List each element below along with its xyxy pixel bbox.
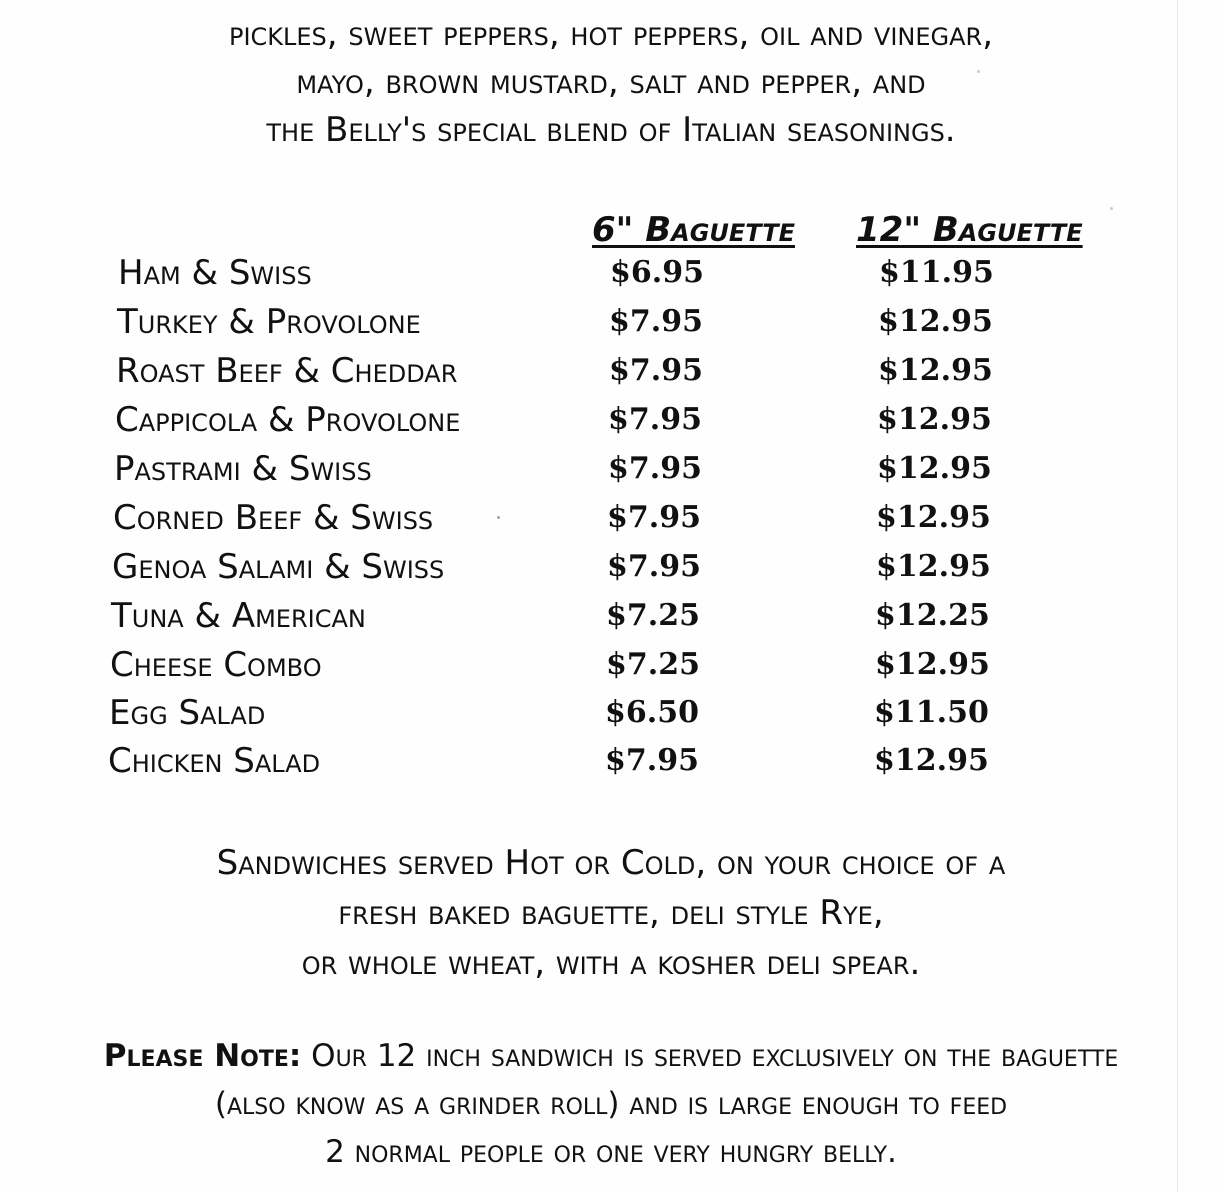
price-12: $12.95 — [876, 500, 991, 535]
item-name: Ham & Swiss — [118, 253, 312, 293]
price-12: $11.50 — [874, 695, 989, 730]
price-6: $7.95 — [609, 353, 703, 388]
menu-row — [0, 400, 1222, 448]
price-6: $6.50 — [605, 695, 699, 730]
menu-row — [0, 253, 1222, 301]
menu-row — [0, 645, 1222, 693]
price-12: $12.95 — [878, 304, 993, 339]
price-6: $7.95 — [607, 500, 701, 535]
menu-row — [0, 498, 1222, 546]
intro-line: mayo, brown mustard, salt and pepper, and — [296, 62, 926, 102]
menu-row — [0, 547, 1222, 595]
price-12: $12.95 — [877, 402, 992, 437]
item-name: Cheese Combo — [110, 645, 322, 685]
item-name: Egg Salad — [109, 693, 266, 733]
item-name: Genoa Salami & Swiss — [112, 547, 445, 587]
please-note — [0, 1032, 1222, 1176]
price-12: $12.95 — [875, 647, 990, 682]
price-12: $12.95 — [878, 353, 993, 388]
intro-line: the Belly's special blend of Italian seasonings. — [266, 110, 956, 150]
scan-edge — [1177, 0, 1178, 1192]
price-12: $12.95 — [876, 549, 991, 584]
price-6: $7.25 — [606, 647, 700, 682]
scan-speck — [497, 516, 500, 519]
price-6: $7.95 — [605, 743, 699, 778]
served-line: fresh baked baguette, deli style Rye, — [338, 893, 884, 933]
served-line: Sandwiches served Hot or Cold, on your choice of a — [216, 843, 1006, 883]
header-12-inch: 12" Baguette — [856, 210, 1083, 250]
intro-text — [0, 10, 1222, 154]
price-6: $7.25 — [606, 598, 700, 633]
price-6: $7.95 — [607, 549, 701, 584]
note-text: Our 12 inch sandwich is served exclusively on the baguette — [311, 1038, 1119, 1074]
price-12: $12.25 — [875, 598, 990, 633]
scan-speck — [1110, 207, 1113, 210]
item-name: Roast Beef & Cheddar — [116, 351, 458, 391]
menu-row — [0, 741, 1222, 789]
header-6-inch: 6" Baguette — [592, 210, 795, 250]
item-name: Chicken Salad — [108, 741, 321, 781]
price-6: $7.95 — [608, 402, 702, 437]
item-name: Cappicola & Provolone — [115, 400, 461, 440]
price-6: $6.95 — [610, 255, 704, 290]
menu-row — [0, 449, 1222, 497]
item-name: Tuna & American — [111, 596, 366, 636]
note-label: Please Note: — [103, 1038, 302, 1074]
item-name: Turkey & Provolone — [117, 302, 421, 342]
menu-row — [0, 351, 1222, 399]
intro-line: pickles, sweet peppers, hot peppers, oil and vinegar, — [228, 14, 994, 54]
note-line: 2 normal people or one very hungry belly. — [325, 1134, 897, 1170]
note-line — [0, 1032, 1222, 1080]
item-name: Corned Beef & Swiss — [113, 498, 434, 538]
note-line: (also know as a grinder roll) and is large enough to feed — [214, 1086, 1008, 1122]
menu-row — [0, 596, 1222, 644]
price-6: $7.95 — [609, 304, 703, 339]
price-12: $12.95 — [874, 743, 989, 778]
menu-row — [0, 693, 1222, 741]
price-6: $7.95 — [608, 451, 702, 486]
item-name: Pastrami & Swiss — [114, 449, 372, 489]
menu-row — [0, 302, 1222, 350]
served-line: or whole wheat, with a kosher deli spear. — [301, 943, 921, 983]
price-12: $12.95 — [877, 451, 992, 486]
served-info — [0, 838, 1222, 988]
price-12: $11.95 — [879, 255, 994, 290]
scan-speck — [977, 70, 980, 73]
